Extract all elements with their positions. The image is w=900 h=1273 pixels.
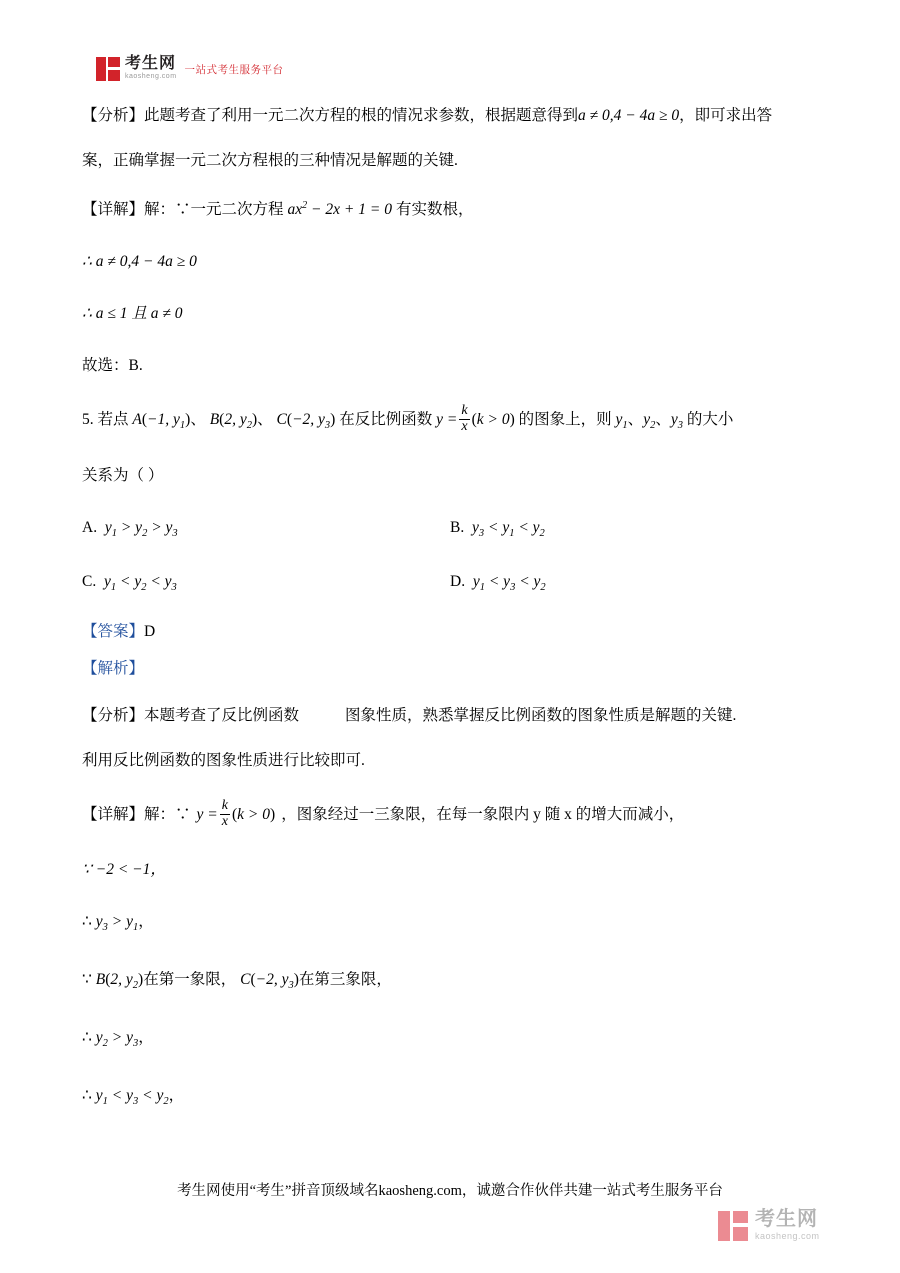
detail-conclusion: 故选：B.	[82, 357, 143, 375]
detail2-step-3-pre: ∵	[82, 970, 92, 988]
detail-step-1	[82, 249, 818, 275]
var-y2: $y_2$	[643, 411, 656, 432]
analysis-tag: 【分析】	[82, 107, 145, 124]
answer-value: D	[144, 623, 156, 641]
option-c-label: C.	[82, 573, 97, 591]
detail-lead: 解：∵一元二次方程	[144, 201, 284, 219]
detail2-step-5-text: ∴ $y_1 < y_3 < y_2$，	[82, 1086, 185, 1107]
watermark-logo-icon	[718, 1211, 748, 1241]
analysis-text-1: 此题考查了利用一元二次方程的根的情况求参数，根据题意得到	[144, 107, 579, 124]
footer-note: 考生网使用“考生”拼音顶级域名kaosheng.com，诚邀合作伙伴共建一站式考生服务平台	[177, 1183, 723, 1199]
detail2-step-4	[82, 1025, 818, 1057]
question-stem-mid: 在反比例函数	[339, 411, 433, 429]
detail2-step-2-text: ∴ $y_3 > y_1$，	[82, 912, 154, 933]
option-c[interactable]	[82, 569, 177, 601]
option-row-ab	[82, 515, 818, 541]
option-d-label: D.	[450, 573, 466, 591]
option-d-value: $y_1 < y_3 < y_2$	[468, 573, 546, 594]
detail2-step-4-text: ∴ $y_2 > y_3$，	[82, 1028, 154, 1049]
option-a[interactable]	[82, 515, 178, 547]
detail2-step-3-end: 在第三象限，	[298, 970, 392, 988]
explanation-label	[82, 656, 818, 682]
option-b-value: $y_3 < y_1 < y_2$	[468, 519, 545, 540]
detail-equation: $ax^2 - 2x + 1 = 0$	[287, 200, 392, 219]
analysis-text-2: ，即可求出答	[679, 107, 773, 124]
question-5-stem-line2: 关系为（ ）	[82, 467, 164, 485]
option-b-label: B.	[450, 519, 465, 537]
analysis-line-2: 案，正确掌握一元二次方程根的三种情况是解题的关键.	[82, 152, 458, 169]
analysis2-line-1	[82, 703, 818, 729]
sep-1: 、	[190, 411, 206, 429]
analysis-line-1	[82, 103, 818, 129]
inverse-function-expr: y = $\frac{k}{x}$ (k > 0)	[436, 403, 515, 435]
answer-line	[82, 619, 818, 645]
watermark-text	[755, 1209, 820, 1242]
logo-text	[125, 55, 177, 81]
detail2-point-c: C(−2, $y_3$)	[240, 970, 299, 991]
logo-slogan: 一站式考生服务平台	[184, 64, 284, 76]
watermark-title: 考生网	[755, 1208, 818, 1230]
site-logo	[96, 55, 284, 91]
analysis2-text-2: 图象性质，熟悉掌握反比例函数的图象性质是解题的关键.	[345, 707, 737, 725]
analysis2-tag: 【分析】	[82, 707, 145, 725]
option-a-label: A.	[82, 519, 98, 537]
detail2-lead: 解：∵	[144, 806, 191, 823]
detail2-step-1-text: ∵ −2 < −1，	[82, 860, 166, 878]
option-a-value: $y_1 > y_2 > y_3$	[100, 519, 178, 540]
question-stem-post: 的图象上，则	[518, 411, 612, 429]
question-stem-pre: 若点	[97, 411, 129, 429]
explanation-tag: 【解析】	[82, 660, 145, 678]
sep-2: 、	[257, 411, 273, 429]
footer-watermark	[718, 1209, 820, 1242]
detail2-step-3	[82, 967, 818, 999]
logo-subtitle: kaosheng.com	[125, 73, 177, 80]
detail2-step-3-mid: 在第一象限，	[143, 970, 237, 988]
var-y1: $y_1$	[615, 411, 628, 432]
detail-line-1	[82, 193, 818, 223]
detail-tag: 【详解】	[82, 201, 145, 219]
detail2-line-1	[82, 800, 818, 830]
point-c: C(−2, $y_3$)	[276, 411, 336, 432]
analysis2-line-2: 利用反比例函数的图象性质进行比较即可.	[82, 752, 365, 770]
option-row-cd	[82, 569, 818, 595]
detail2-point-b: B(2, $y_2$)	[95, 970, 144, 991]
document-content	[82, 103, 818, 1141]
question-stem-end: 的大小	[686, 411, 734, 429]
detail-step-2	[82, 301, 818, 327]
logo-title: 考生网	[125, 55, 177, 72]
question-number: 5.	[82, 411, 94, 429]
detail2-function: y = $\frac{k}{x}$ (k > 0)	[196, 798, 276, 829]
option-b[interactable]	[450, 515, 545, 547]
var-y3: $y_3$	[670, 411, 683, 432]
logo-mark-icon	[96, 57, 120, 81]
detail2-step-5	[82, 1083, 818, 1115]
answer-tag: 【答案】	[82, 623, 145, 641]
point-a: A(−1, $y_1$)	[132, 411, 191, 432]
question-5-stem: 5. 若点 A(−1, $y_1$)、 B(2, $y_2$)、 C(−2, $y_3$) 在反比例函数 y = $\frac{k}{x}$ (k > 0) 的图象上，则 $y_1$、$y_2$、$y_3$ 的大小	[82, 403, 734, 435]
analysis-math-1: a ≠ 0,4 − 4a ≥ 0	[578, 107, 680, 124]
option-c-value: $y_1 < y_2 < y_3$	[100, 573, 177, 594]
point-b: B(2, $y_2$)	[209, 411, 258, 432]
detail2-tag: 【详解】	[82, 806, 145, 823]
detail-step-2-text: ∴ a ≤ 1 且 a ≠ 0	[82, 305, 183, 323]
detail-tail: 有实数根，	[395, 201, 474, 219]
option-d[interactable]	[450, 569, 546, 601]
watermark-subtitle: kaosheng.com	[755, 1231, 820, 1241]
detail-step-1-text: ∴ a ≠ 0,4 − 4a ≥ 0	[82, 253, 197, 271]
detail2-step-1	[82, 857, 818, 883]
detail2-tail: ，图象经过一三象限，在每一象限内 y 随 x 的增大而减小，	[281, 806, 685, 823]
analysis2-text-1: 本题考查了反比例函数	[144, 707, 300, 725]
detail2-step-2	[82, 909, 818, 941]
